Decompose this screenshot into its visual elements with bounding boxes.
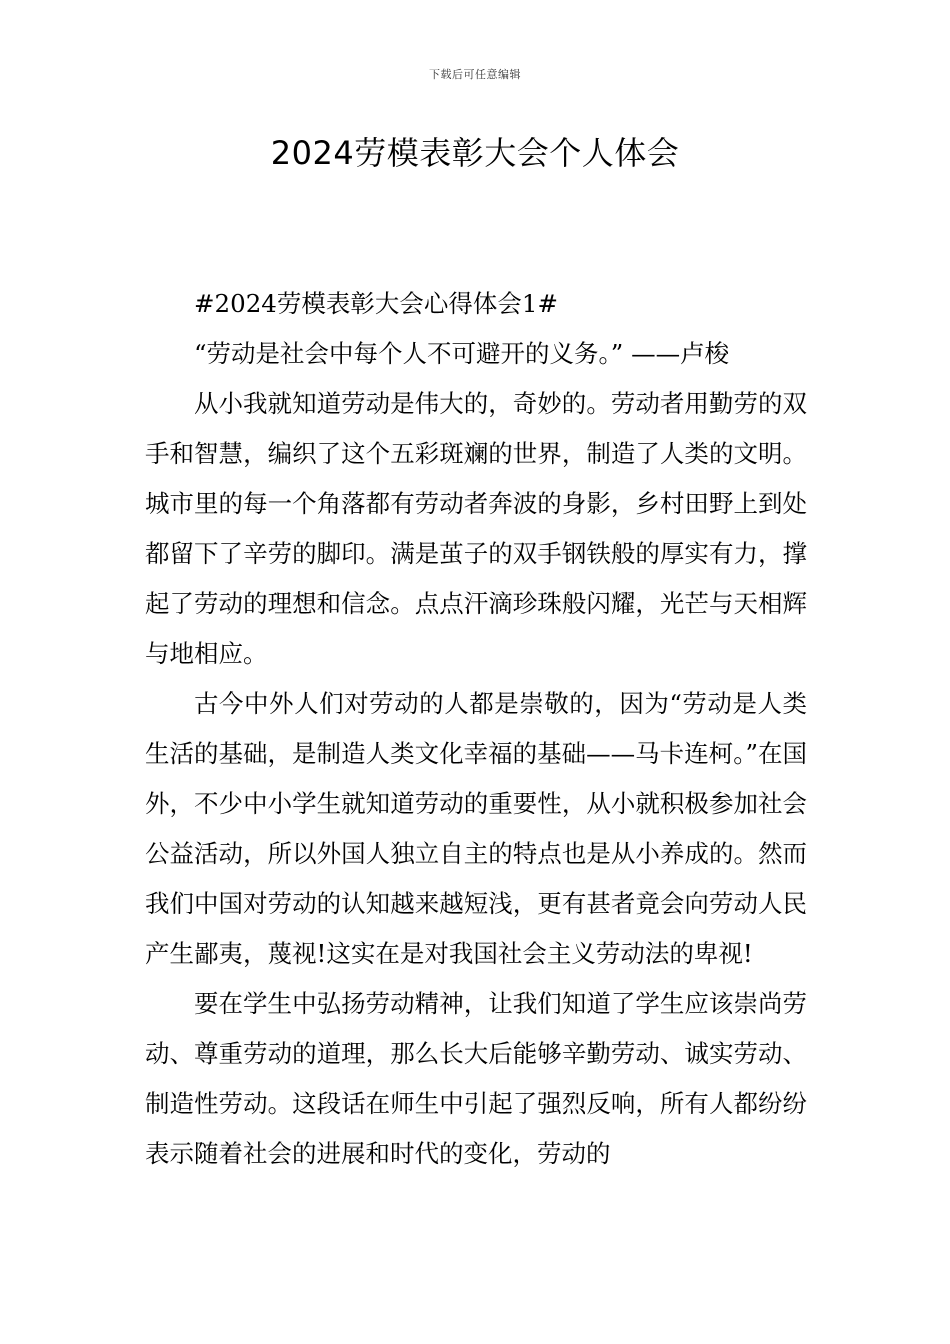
header-note: 下载后可任意编辑 xyxy=(429,68,521,81)
body-paragraph: 从小我就知道劳动是伟大的，奇妙的。劳动者用勤劳的双手和智慧，编织了这个五彩斑斓的世界，制造了人类的文明。城市里的每一个角落都有劳动者奔波的身影，乡村田野上到处都留下了辛劳的脚印。满是茧子的双手钢铁般的厚实有力，撑起了劳动的理想和信念。点点汗滴珍珠般闪耀，光芒与天相辉与地相应。 xyxy=(145,389,807,668)
document-body xyxy=(145,279,807,1179)
quote-paragraph: “劳动是社会中每个人不可避开的义务。” ——卢梭 xyxy=(194,339,730,368)
document-title: 2024劳模表彰大会个人体会 xyxy=(270,134,680,172)
section-heading: #2024劳模表彰大会心得体会1# xyxy=(194,289,558,318)
body-paragraph: 要在学生中弘扬劳动精神，让我们知道了学生应该崇尚劳动、尊重劳动的道理，那么长大后能够辛勤劳动、诚实劳动、制造性劳动。这段话在师生中引起了强烈反响，所有人都纷纷表示随着社会的进展和时代的变化，劳动的 xyxy=(145,989,807,1168)
body-paragraph: 古今中外人们对劳动的人都是崇敬的，因为“劳动是人类生活的基础，是制造人类文化幸福的基础——马卡连柯。”在国外，不少中小学生就知道劳动的重要性，从小就积极参加社会公益活动，所以外国人独立自主的特点也是从小养成的。然而我们中国对劳动的认知越来越短浅，更有甚者竟会向劳动人民产生鄙夷，蔑视!这实在是对我国社会主义劳动法的卑视! xyxy=(145,689,807,968)
